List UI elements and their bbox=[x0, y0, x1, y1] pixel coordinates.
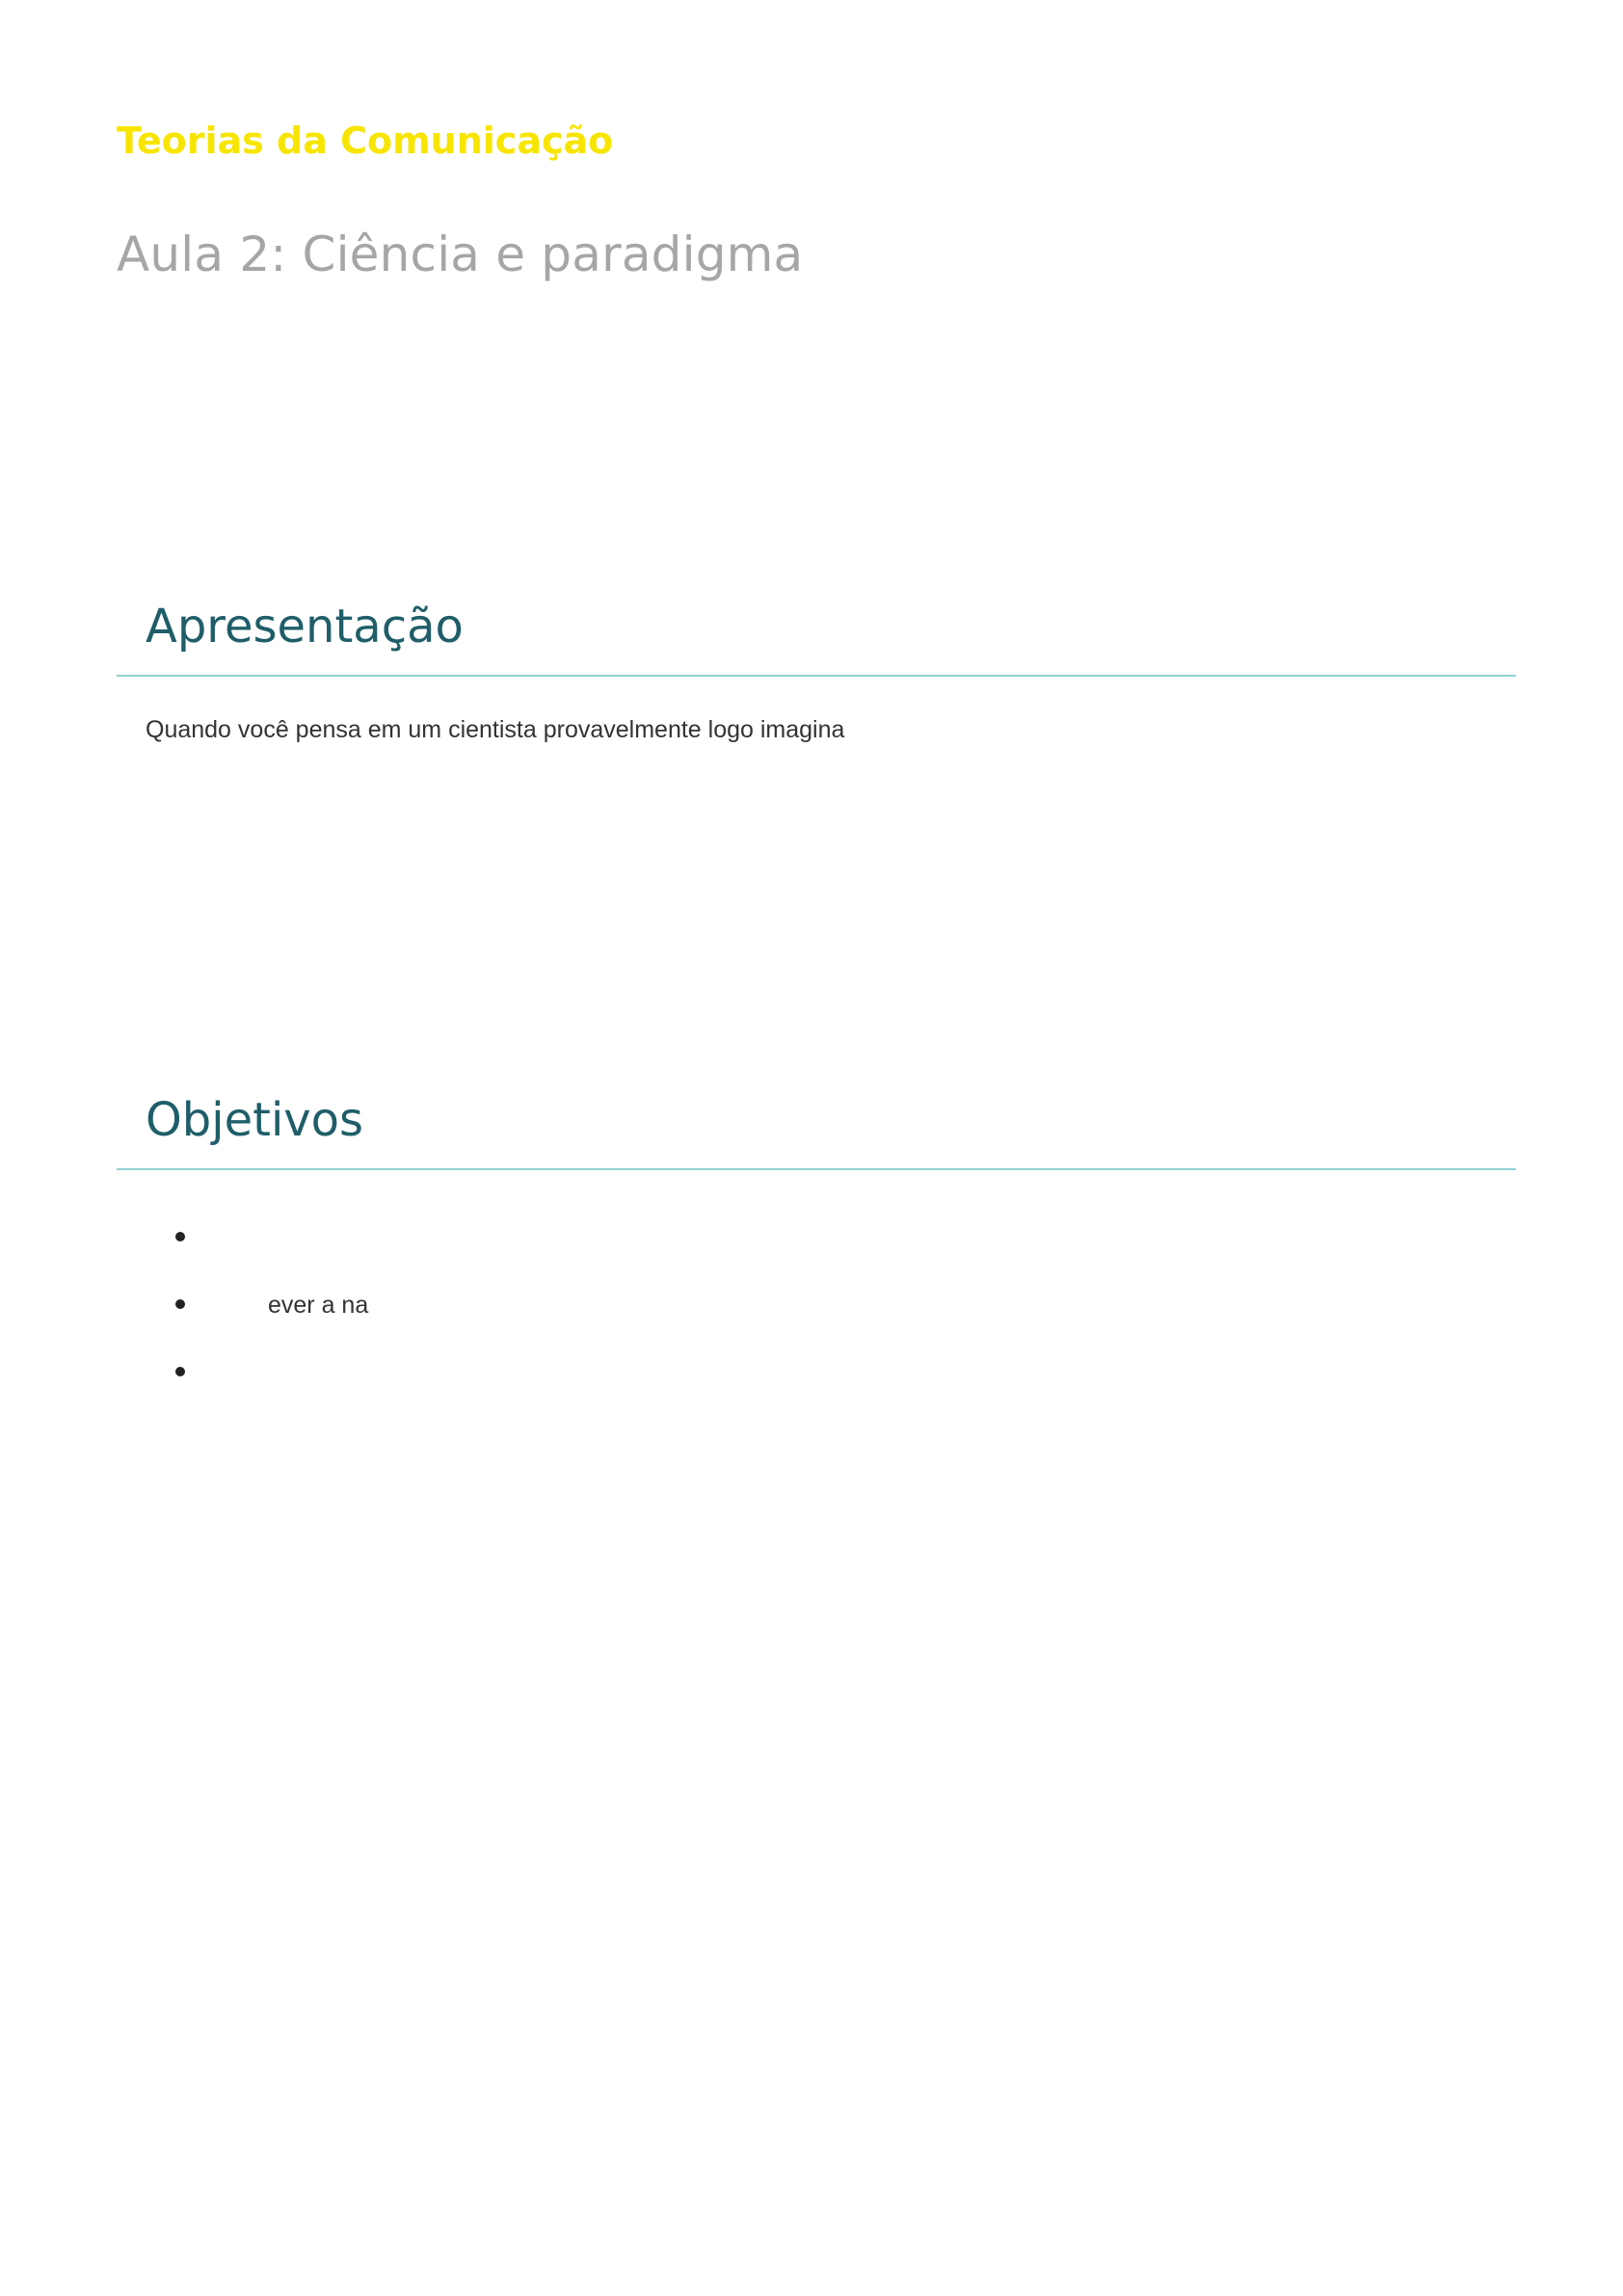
bullet-icon bbox=[175, 1367, 185, 1376]
objectives-divider bbox=[117, 1168, 1516, 1170]
objectives-list bbox=[146, 1203, 917, 1405]
objective-text: ever a na bbox=[268, 1292, 369, 1319]
presentation-heading: Apresentação bbox=[146, 600, 464, 654]
bullet-icon bbox=[175, 1232, 185, 1241]
objective-item bbox=[146, 1338, 917, 1405]
objectives-heading: Objetivos bbox=[146, 1093, 364, 1147]
course-title: Teorias da Comunicação bbox=[117, 120, 614, 162]
objective-item bbox=[146, 1203, 917, 1270]
objective-item bbox=[146, 1270, 917, 1338]
presentation-divider bbox=[117, 675, 1516, 677]
bullet-icon bbox=[175, 1299, 185, 1309]
lesson-title: Aula 2: Ciência e paradigma bbox=[117, 227, 804, 282]
presentation-paragraph: Quando você pensa em um cientista provavelmente logo imagina bbox=[146, 716, 845, 743]
